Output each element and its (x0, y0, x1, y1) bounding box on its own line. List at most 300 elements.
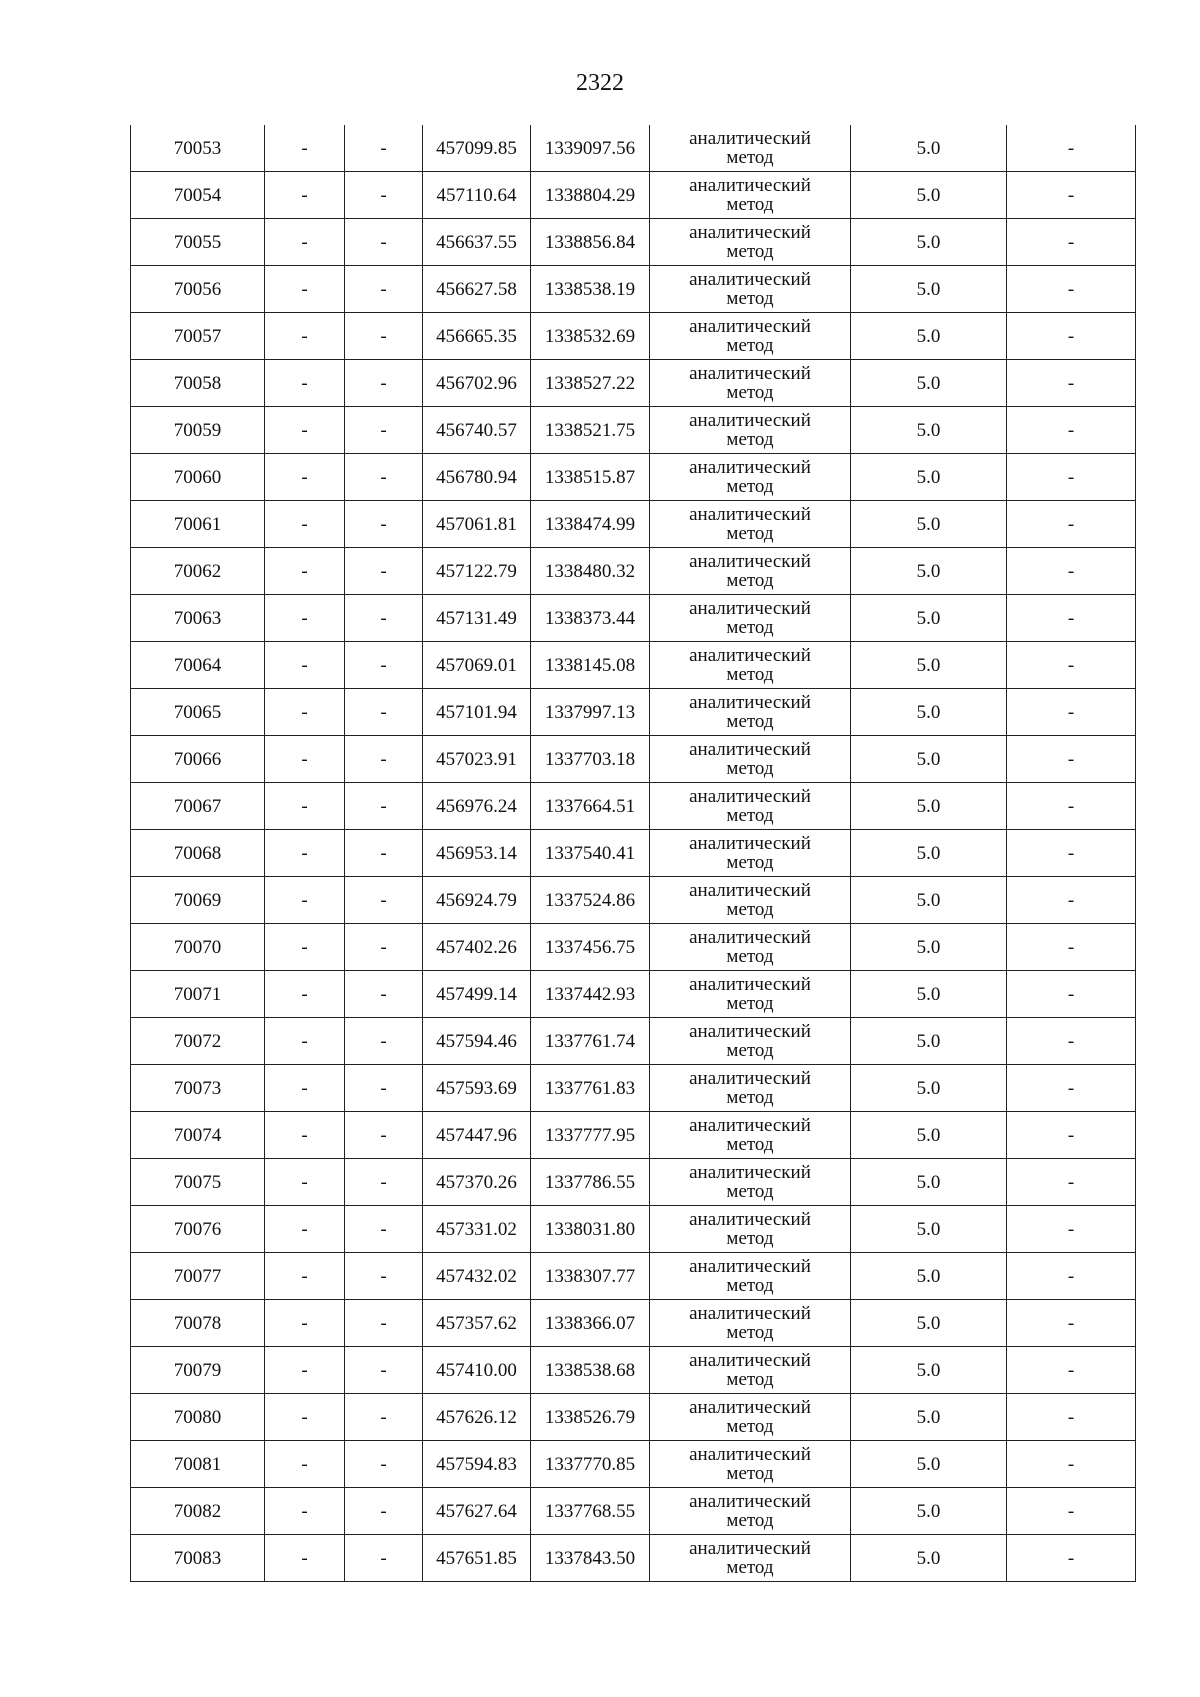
method-line-1: аналитический (689, 1303, 811, 1324)
method-line-2: метод (726, 758, 774, 779)
method-cell (650, 1065, 851, 1112)
empty-cell: - (1007, 454, 1136, 501)
empty-cell: - (345, 1441, 423, 1488)
accuracy-cell: 5.0 (851, 642, 1007, 689)
table-row (131, 219, 1136, 266)
x-coordinate-cell: 457023.91 (423, 736, 531, 783)
empty-cell: - (1007, 1018, 1136, 1065)
empty-cell: - (265, 1112, 345, 1159)
method-line-1: аналитический (689, 645, 811, 666)
y-coordinate-cell: 1337777.95 (531, 1112, 650, 1159)
point-id-cell: 70063 (131, 595, 265, 642)
method-cell (650, 877, 851, 924)
y-coordinate-cell: 1338515.87 (531, 454, 650, 501)
table-row (131, 1065, 1136, 1112)
x-coordinate-cell: 456976.24 (423, 783, 531, 830)
empty-cell: - (1007, 924, 1136, 971)
method-line-1: аналитический (689, 880, 811, 901)
point-id-cell: 70061 (131, 501, 265, 548)
method-cell (650, 1488, 851, 1535)
method-line-2: метод (726, 1557, 774, 1578)
accuracy-cell: 5.0 (851, 783, 1007, 830)
point-id-cell: 70054 (131, 172, 265, 219)
method-cell (650, 689, 851, 736)
table-row (131, 1112, 1136, 1159)
method-line-2: метод (726, 241, 774, 262)
table-row (131, 783, 1136, 830)
empty-cell: - (265, 642, 345, 689)
empty-cell: - (345, 266, 423, 313)
method-line-2: метод (726, 993, 774, 1014)
empty-cell: - (265, 1206, 345, 1253)
accuracy-cell: 5.0 (851, 1112, 1007, 1159)
empty-cell: - (265, 595, 345, 642)
method-cell (650, 1018, 851, 1065)
method-cell (650, 1159, 851, 1206)
method-line-1: аналитический (689, 1209, 811, 1230)
method-line-1: аналитический (689, 504, 811, 525)
empty-cell: - (1007, 219, 1136, 266)
method-line-2: метод (726, 1040, 774, 1061)
point-id-cell: 70053 (131, 125, 265, 172)
empty-cell: - (1007, 877, 1136, 924)
empty-cell: - (265, 924, 345, 971)
accuracy-cell: 5.0 (851, 595, 1007, 642)
method-cell (650, 1535, 851, 1582)
point-id-cell: 70080 (131, 1394, 265, 1441)
empty-cell: - (345, 642, 423, 689)
x-coordinate-cell: 456627.58 (423, 266, 531, 313)
table-row (131, 595, 1136, 642)
empty-cell: - (345, 219, 423, 266)
point-id-cell: 70073 (131, 1065, 265, 1112)
empty-cell: - (1007, 407, 1136, 454)
table-body (131, 125, 1136, 1582)
y-coordinate-cell: 1339097.56 (531, 125, 650, 172)
table-row (131, 1488, 1136, 1535)
accuracy-cell: 5.0 (851, 971, 1007, 1018)
method-line-2: метод (726, 664, 774, 685)
method-line-1: аналитический (689, 1021, 811, 1042)
method-line-2: метод (726, 1181, 774, 1202)
point-id-cell: 70058 (131, 360, 265, 407)
empty-cell: - (265, 266, 345, 313)
x-coordinate-cell: 456924.79 (423, 877, 531, 924)
empty-cell: - (345, 454, 423, 501)
method-cell (650, 219, 851, 266)
method-line-2: метод (726, 805, 774, 826)
accuracy-cell: 5.0 (851, 172, 1007, 219)
empty-cell: - (1007, 830, 1136, 877)
empty-cell: - (1007, 1206, 1136, 1253)
method-line-1: аналитический (689, 1491, 811, 1512)
empty-cell: - (1007, 1253, 1136, 1300)
table-row (131, 407, 1136, 454)
method-line-2: метод (726, 382, 774, 403)
method-line-1: аналитический (689, 222, 811, 243)
point-id-cell: 70065 (131, 689, 265, 736)
accuracy-cell: 5.0 (851, 877, 1007, 924)
empty-cell: - (1007, 971, 1136, 1018)
table-row (131, 1206, 1136, 1253)
table-row (131, 1441, 1136, 1488)
y-coordinate-cell: 1338521.75 (531, 407, 650, 454)
empty-cell: - (265, 1018, 345, 1065)
x-coordinate-cell: 457069.01 (423, 642, 531, 689)
table-row (131, 830, 1136, 877)
method-cell (650, 454, 851, 501)
x-coordinate-cell: 457122.79 (423, 548, 531, 595)
table-row (131, 125, 1136, 172)
method-cell (650, 266, 851, 313)
table-row (131, 1394, 1136, 1441)
empty-cell: - (1007, 689, 1136, 736)
empty-cell: - (1007, 172, 1136, 219)
accuracy-cell: 5.0 (851, 1159, 1007, 1206)
x-coordinate-cell: 457370.26 (423, 1159, 531, 1206)
x-coordinate-cell: 457099.85 (423, 125, 531, 172)
accuracy-cell: 5.0 (851, 1488, 1007, 1535)
method-cell (650, 1441, 851, 1488)
empty-cell: - (265, 501, 345, 548)
y-coordinate-cell: 1338538.68 (531, 1347, 650, 1394)
y-coordinate-cell: 1337761.74 (531, 1018, 650, 1065)
method-line-2: метод (726, 1416, 774, 1437)
y-coordinate-cell: 1337540.41 (531, 830, 650, 877)
empty-cell: - (265, 1535, 345, 1582)
empty-cell: - (1007, 1159, 1136, 1206)
method-cell (650, 924, 851, 971)
point-id-cell: 70076 (131, 1206, 265, 1253)
y-coordinate-cell: 1337843.50 (531, 1535, 650, 1582)
method-line-2: метод (726, 617, 774, 638)
point-id-cell: 70067 (131, 783, 265, 830)
empty-cell: - (1007, 266, 1136, 313)
y-coordinate-cell: 1337703.18 (531, 736, 650, 783)
empty-cell: - (265, 1065, 345, 1112)
accuracy-cell: 5.0 (851, 219, 1007, 266)
empty-cell: - (1007, 1535, 1136, 1582)
accuracy-cell: 5.0 (851, 548, 1007, 595)
empty-cell: - (265, 1253, 345, 1300)
method-line-1: аналитический (689, 1397, 811, 1418)
accuracy-cell: 5.0 (851, 266, 1007, 313)
table-row (131, 1347, 1136, 1394)
empty-cell: - (345, 1065, 423, 1112)
method-line-1: аналитический (689, 1115, 811, 1136)
y-coordinate-cell: 1337761.83 (531, 1065, 650, 1112)
empty-cell: - (265, 830, 345, 877)
point-id-cell: 70055 (131, 219, 265, 266)
empty-cell: - (345, 1253, 423, 1300)
table-row (131, 266, 1136, 313)
method-cell (650, 783, 851, 830)
x-coordinate-cell: 456740.57 (423, 407, 531, 454)
method-cell (650, 125, 851, 172)
x-coordinate-cell: 456637.55 (423, 219, 531, 266)
x-coordinate-cell: 457402.26 (423, 924, 531, 971)
table-row (131, 313, 1136, 360)
empty-cell: - (1007, 501, 1136, 548)
empty-cell: - (345, 1018, 423, 1065)
empty-cell: - (265, 1488, 345, 1535)
method-line-1: аналитический (689, 410, 811, 431)
empty-cell: - (345, 830, 423, 877)
accuracy-cell: 5.0 (851, 830, 1007, 877)
y-coordinate-cell: 1338145.08 (531, 642, 650, 689)
y-coordinate-cell: 1338526.79 (531, 1394, 650, 1441)
accuracy-cell: 5.0 (851, 1347, 1007, 1394)
x-coordinate-cell: 457410.00 (423, 1347, 531, 1394)
empty-cell: - (1007, 736, 1136, 783)
point-id-cell: 70064 (131, 642, 265, 689)
empty-cell: - (265, 783, 345, 830)
empty-cell: - (265, 360, 345, 407)
y-coordinate-cell: 1338366.07 (531, 1300, 650, 1347)
empty-cell: - (1007, 642, 1136, 689)
empty-cell: - (1007, 1394, 1136, 1441)
empty-cell: - (345, 125, 423, 172)
empty-cell: - (1007, 1112, 1136, 1159)
point-id-cell: 70081 (131, 1441, 265, 1488)
table-row (131, 971, 1136, 1018)
method-line-2: метод (726, 288, 774, 309)
accuracy-cell: 5.0 (851, 1206, 1007, 1253)
x-coordinate-cell: 457131.49 (423, 595, 531, 642)
x-coordinate-cell: 457331.02 (423, 1206, 531, 1253)
x-coordinate-cell: 457593.69 (423, 1065, 531, 1112)
table-row (131, 1018, 1136, 1065)
empty-cell: - (1007, 595, 1136, 642)
table-row (131, 548, 1136, 595)
empty-cell: - (345, 783, 423, 830)
method-line-2: метод (726, 1463, 774, 1484)
empty-cell: - (265, 172, 345, 219)
accuracy-cell: 5.0 (851, 1065, 1007, 1112)
accuracy-cell: 5.0 (851, 1018, 1007, 1065)
empty-cell: - (345, 971, 423, 1018)
method-cell (650, 313, 851, 360)
accuracy-cell: 5.0 (851, 1300, 1007, 1347)
empty-cell: - (345, 1206, 423, 1253)
method-cell (650, 595, 851, 642)
method-line-1: аналитический (689, 128, 811, 149)
table-row (131, 501, 1136, 548)
table-row (131, 1159, 1136, 1206)
empty-cell: - (265, 454, 345, 501)
method-line-2: метод (726, 1510, 774, 1531)
x-coordinate-cell: 457061.81 (423, 501, 531, 548)
empty-cell: - (265, 877, 345, 924)
table-row (131, 877, 1136, 924)
empty-cell: - (345, 877, 423, 924)
method-line-2: метод (726, 1322, 774, 1343)
method-line-1: аналитический (689, 1162, 811, 1183)
table-row (131, 1535, 1136, 1582)
accuracy-cell: 5.0 (851, 501, 1007, 548)
empty-cell: - (345, 1347, 423, 1394)
x-coordinate-cell: 457499.14 (423, 971, 531, 1018)
y-coordinate-cell: 1337664.51 (531, 783, 650, 830)
method-line-1: аналитический (689, 739, 811, 760)
empty-cell: - (1007, 125, 1136, 172)
method-line-2: метод (726, 1369, 774, 1390)
empty-cell: - (1007, 548, 1136, 595)
y-coordinate-cell: 1337768.55 (531, 1488, 650, 1535)
y-coordinate-cell: 1338804.29 (531, 172, 650, 219)
y-coordinate-cell: 1337786.55 (531, 1159, 650, 1206)
method-cell (650, 1206, 851, 1253)
accuracy-cell: 5.0 (851, 924, 1007, 971)
method-line-2: метод (726, 335, 774, 356)
method-cell (650, 407, 851, 454)
point-id-cell: 70083 (131, 1535, 265, 1582)
y-coordinate-cell: 1338856.84 (531, 219, 650, 266)
method-line-2: метод (726, 1275, 774, 1296)
point-id-cell: 70082 (131, 1488, 265, 1535)
method-line-1: аналитический (689, 457, 811, 478)
y-coordinate-cell: 1338031.80 (531, 1206, 650, 1253)
y-coordinate-cell: 1338373.44 (531, 595, 650, 642)
accuracy-cell: 5.0 (851, 689, 1007, 736)
empty-cell: - (265, 736, 345, 783)
y-coordinate-cell: 1338538.19 (531, 266, 650, 313)
y-coordinate-cell: 1337997.13 (531, 689, 650, 736)
method-line-2: метод (726, 946, 774, 967)
page-number: 2322 (576, 70, 624, 96)
empty-cell: - (345, 1488, 423, 1535)
x-coordinate-cell: 456665.35 (423, 313, 531, 360)
method-line-1: аналитический (689, 786, 811, 807)
method-line-2: метод (726, 476, 774, 497)
method-cell (650, 642, 851, 689)
x-coordinate-cell: 457594.83 (423, 1441, 531, 1488)
empty-cell: - (265, 313, 345, 360)
empty-cell: - (345, 924, 423, 971)
y-coordinate-cell: 1338532.69 (531, 313, 650, 360)
table-row (131, 1253, 1136, 1300)
method-cell (650, 501, 851, 548)
x-coordinate-cell: 457651.85 (423, 1535, 531, 1582)
empty-cell: - (345, 172, 423, 219)
method-line-1: аналитический (689, 269, 811, 290)
empty-cell: - (265, 1441, 345, 1488)
accuracy-cell: 5.0 (851, 736, 1007, 783)
empty-cell: - (345, 1112, 423, 1159)
method-line-2: метод (726, 523, 774, 544)
y-coordinate-cell: 1338527.22 (531, 360, 650, 407)
method-line-1: аналитический (689, 833, 811, 854)
point-id-cell: 70071 (131, 971, 265, 1018)
accuracy-cell: 5.0 (851, 313, 1007, 360)
method-line-1: аналитический (689, 1444, 811, 1465)
method-line-2: метод (726, 1087, 774, 1108)
x-coordinate-cell: 457627.64 (423, 1488, 531, 1535)
table-row (131, 172, 1136, 219)
empty-cell: - (345, 1159, 423, 1206)
table-row (131, 454, 1136, 501)
y-coordinate-cell: 1338480.32 (531, 548, 650, 595)
empty-cell: - (345, 313, 423, 360)
y-coordinate-cell: 1337770.85 (531, 1441, 650, 1488)
empty-cell: - (265, 407, 345, 454)
method-cell (650, 172, 851, 219)
empty-cell: - (345, 736, 423, 783)
y-coordinate-cell: 1337524.86 (531, 877, 650, 924)
method-cell (650, 971, 851, 1018)
empty-cell: - (345, 595, 423, 642)
accuracy-cell: 5.0 (851, 407, 1007, 454)
x-coordinate-cell: 457594.46 (423, 1018, 531, 1065)
accuracy-cell: 5.0 (851, 360, 1007, 407)
empty-cell: - (345, 360, 423, 407)
x-coordinate-cell: 457447.96 (423, 1112, 531, 1159)
method-line-1: аналитический (689, 363, 811, 384)
method-cell (650, 1300, 851, 1347)
empty-cell: - (265, 1159, 345, 1206)
accuracy-cell: 5.0 (851, 1253, 1007, 1300)
method-line-1: аналитический (689, 316, 811, 337)
empty-cell: - (265, 548, 345, 595)
point-id-cell: 70074 (131, 1112, 265, 1159)
empty-cell: - (345, 689, 423, 736)
empty-cell: - (345, 1394, 423, 1441)
x-coordinate-cell: 457110.64 (423, 172, 531, 219)
empty-cell: - (1007, 1347, 1136, 1394)
table-row (131, 736, 1136, 783)
accuracy-cell: 5.0 (851, 125, 1007, 172)
method-line-1: аналитический (689, 551, 811, 572)
empty-cell: - (1007, 313, 1136, 360)
table-row (131, 924, 1136, 971)
method-line-1: аналитический (689, 1350, 811, 1371)
method-line-2: метод (726, 711, 774, 732)
empty-cell: - (1007, 1300, 1136, 1347)
method-line-1: аналитический (689, 927, 811, 948)
empty-cell: - (265, 219, 345, 266)
method-cell (650, 1394, 851, 1441)
accuracy-cell: 5.0 (851, 1394, 1007, 1441)
empty-cell: - (1007, 1488, 1136, 1535)
empty-cell: - (1007, 1441, 1136, 1488)
empty-cell: - (345, 548, 423, 595)
y-coordinate-cell: 1338307.77 (531, 1253, 650, 1300)
method-line-1: аналитический (689, 1256, 811, 1277)
table-row (131, 1300, 1136, 1347)
accuracy-cell: 5.0 (851, 1441, 1007, 1488)
method-line-2: метод (726, 429, 774, 450)
empty-cell: - (265, 125, 345, 172)
point-id-cell: 70068 (131, 830, 265, 877)
point-id-cell: 70059 (131, 407, 265, 454)
method-cell (650, 1347, 851, 1394)
point-id-cell: 70069 (131, 877, 265, 924)
method-line-2: метод (726, 570, 774, 591)
y-coordinate-cell: 1338474.99 (531, 501, 650, 548)
empty-cell: - (345, 501, 423, 548)
empty-cell: - (265, 971, 345, 1018)
point-id-cell: 70057 (131, 313, 265, 360)
point-id-cell: 70060 (131, 454, 265, 501)
method-line-2: метод (726, 194, 774, 215)
point-id-cell: 70056 (131, 266, 265, 313)
x-coordinate-cell: 457626.12 (423, 1394, 531, 1441)
method-line-2: метод (726, 852, 774, 873)
empty-cell: - (345, 1300, 423, 1347)
method-cell (650, 1253, 851, 1300)
point-id-cell: 70070 (131, 924, 265, 971)
method-line-2: метод (726, 1228, 774, 1249)
